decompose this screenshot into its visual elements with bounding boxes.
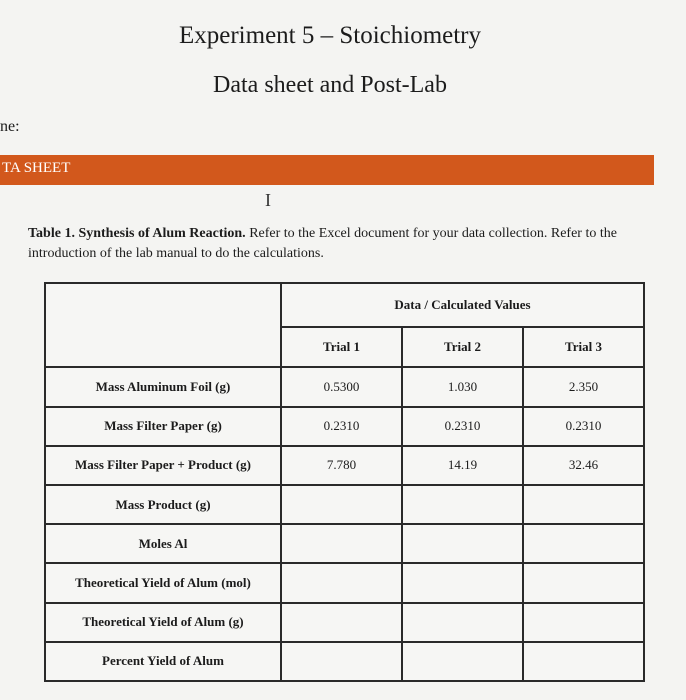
table-row	[45, 642, 644, 681]
value-cell[interactable]	[281, 563, 402, 602]
table-corner-cell	[45, 283, 281, 367]
value-cell[interactable]: 0.2310	[523, 407, 644, 446]
value-cell[interactable]	[402, 642, 523, 681]
table-row	[45, 446, 644, 485]
value-cell[interactable]: 14.19	[402, 446, 523, 485]
value-cell[interactable]	[281, 642, 402, 681]
row-label: Mass Filter Paper (g)	[45, 407, 281, 446]
column-header: Trial 3	[523, 327, 644, 367]
table-row	[45, 485, 644, 524]
table-row	[45, 603, 644, 642]
row-label: Percent Yield of Alum	[45, 642, 281, 681]
row-label: Moles Al	[45, 524, 281, 563]
value-cell[interactable]	[523, 485, 644, 524]
data-sheet-banner: TA SHEET	[0, 155, 654, 185]
row-label: Theoretical Yield of Alum (g)	[45, 603, 281, 642]
row-label: Theoretical Yield of Alum (mol)	[45, 563, 281, 602]
value-cell[interactable]	[281, 485, 402, 524]
value-cell[interactable]	[402, 524, 523, 563]
alum-data-table	[44, 282, 645, 682]
value-cell[interactable]	[523, 642, 644, 681]
value-cell[interactable]	[523, 603, 644, 642]
name-label: ne:	[0, 118, 20, 135]
column-header: Trial 2	[402, 327, 523, 367]
value-cell[interactable]: 2.350	[523, 367, 644, 406]
page-title: Experiment 5 – Stoichiometry	[178, 22, 482, 49]
value-cell[interactable]: 32.46	[523, 446, 644, 485]
caption-title: Table 1. Synthesis of Alum Reaction.	[28, 226, 246, 241]
value-cell[interactable]: 0.5300	[281, 367, 402, 406]
group-header: Data / Calculated Values	[281, 283, 644, 327]
row-label: Mass Filter Paper + Product (g)	[45, 446, 281, 485]
value-cell[interactable]	[523, 563, 644, 602]
value-cell[interactable]: 0.2310	[281, 407, 402, 446]
value-cell[interactable]	[402, 603, 523, 642]
table-row	[45, 563, 644, 602]
table-row	[45, 407, 644, 446]
text-cursor-icon: I	[265, 190, 271, 210]
table-caption	[28, 224, 668, 264]
value-cell[interactable]: 0.2310	[402, 407, 523, 446]
value-cell[interactable]	[523, 524, 644, 563]
column-header: Trial 1	[281, 327, 402, 367]
row-label: Mass Product (g)	[45, 485, 281, 524]
value-cell[interactable]: 1.030	[402, 367, 523, 406]
value-cell[interactable]: 7.780	[281, 446, 402, 485]
page-subtitle: Data sheet and Post-Lab	[213, 72, 447, 98]
value-cell[interactable]	[281, 524, 402, 563]
value-cell[interactable]	[281, 603, 402, 642]
value-cell[interactable]	[402, 563, 523, 602]
caption-text: Refer to the Excel document for your data collection. Refer to the introduction of the lab manual to do the calculations.	[28, 226, 617, 261]
table-row	[45, 524, 644, 563]
value-cell[interactable]	[402, 485, 523, 524]
table-row	[45, 367, 644, 406]
row-label: Mass Aluminum Foil (g)	[45, 367, 281, 406]
